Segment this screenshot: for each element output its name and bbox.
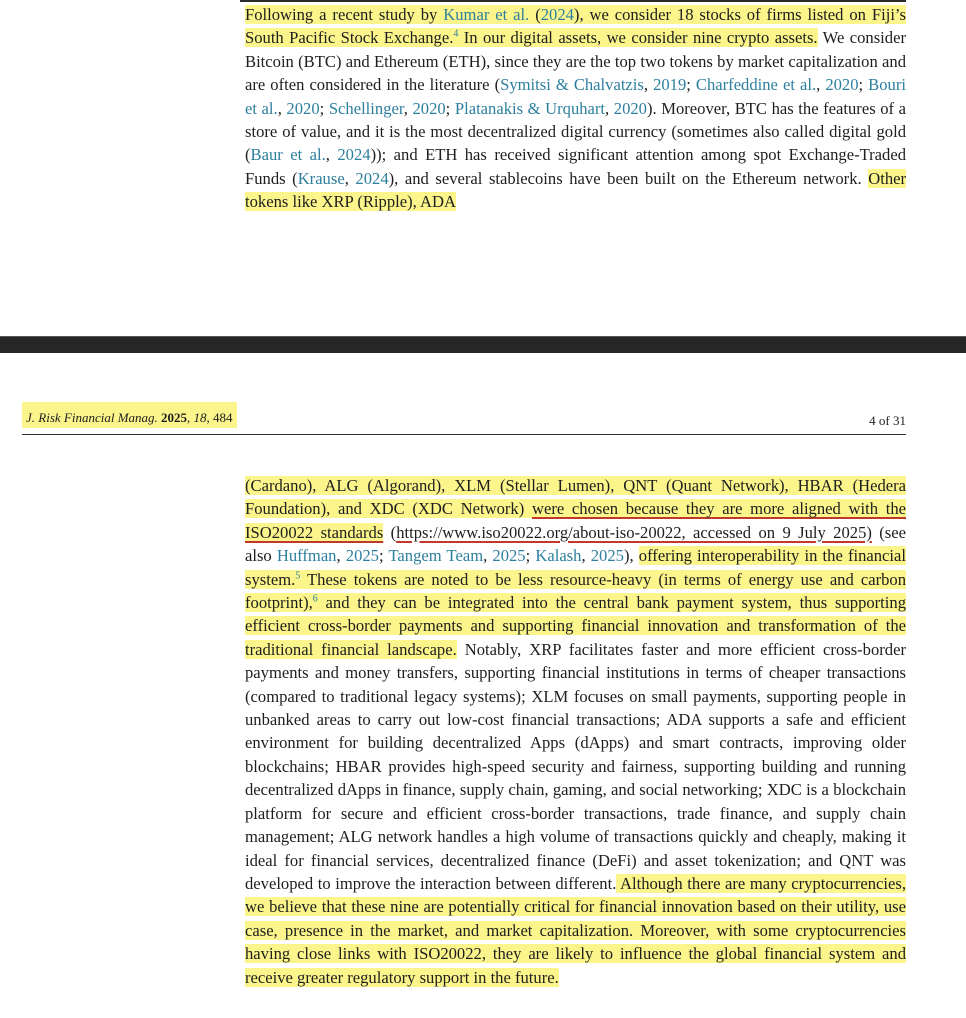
- page-number: 4 of 31: [869, 413, 906, 428]
- citation-link[interactable]: Kumar et al.: [443, 5, 530, 24]
- citation-link[interactable]: 2024: [355, 168, 389, 188]
- citation-link[interactable]: Krause: [297, 168, 345, 188]
- citation-link[interactable]: 2020: [412, 98, 446, 118]
- header-rule: [22, 434, 906, 435]
- citation-link[interactable]: Tangem Team: [388, 546, 484, 566]
- citation-link[interactable]: Platanakis & Urquhart: [454, 98, 606, 118]
- highlight: offering interoperability in the financial system.$^5$ These tokens are noted to be less resource-heavy (in terms of energy use and carbon footprint),$^6$ and they can be integrated into the central bank payment system, thus supporting efficient cross-border payments and supporting financial innovation and transformation of the traditional financial landscape.: [245, 546, 907, 659]
- citation-link[interactable]: 2020: [286, 98, 320, 118]
- url-link[interactable]: https://www.iso20022.org/about-iso-20022: [396, 522, 682, 542]
- red-underline-annotation: were chosen because they are more aligned with the ISO20022 standards: [245, 499, 907, 542]
- citation-link[interactable]: Kalash: [535, 546, 582, 566]
- citation-link[interactable]: Charfeddine et al.: [695, 75, 817, 95]
- highlight: Other tokens like XRP (Ripple), ADA: [245, 168, 907, 212]
- top-rule: [240, 0, 906, 2]
- citation-link[interactable]: 2020: [825, 75, 859, 95]
- highlight: (Cardano), ALG (Algorand), XLM (Stellar Lumen), QNT (Quant Network), HBAR (Hedera Foundation), and XDC (XDC Network) were chosen because they are more aligned with the ISO20022 standards: [245, 476, 907, 542]
- citation-link[interactable]: 2020: [613, 98, 647, 118]
- highlight: Following a recent study by Kumar et al. (2024), we consider 18 stocks of firms listed on Fiji’s South Pacific Stock Exchange.$^4$ In our digital assets, we consider nine crypto assets.: [245, 5, 906, 48]
- running-header: J. Risk Financial Manag. 2025, 18, 484: [22, 402, 237, 428]
- citation-link[interactable]: 2025: [492, 546, 526, 566]
- citation-link[interactable]: Huffman: [276, 546, 337, 566]
- footnote-marker[interactable]: 6: [312, 593, 318, 605]
- citation-link[interactable]: 2019: [653, 75, 687, 95]
- citation-link[interactable]: Baur et al.: [250, 145, 326, 165]
- page-divider: [0, 336, 966, 353]
- citation-link[interactable]: 2024: [540, 5, 574, 24]
- paragraph-1: Following a recent study by Kumar et al. (2024), we consider 18 stocks of firms listed on Fiji’s South Pacific Stock Exchange.$^4$ In our digital assets, we consider nine crypto assets. We consider Bitcoin (BTC) and Ethereum (ETH), since they are the top two tokens by market capitalization and are often considered in the literature (Symitsi & Chalvatzis, 2019; Charfeddine et al., 2020; Bouri et al., 2020; Schellinger, 2020; Platanakis & Urquhart, 2020). Moreover, BTC has the features of a store of value, and it is the most decentralized digital currency (sometimes also called digital gold (Baur et al., 2024)); and ETH has received significant attention among spot Exchange-Traded Funds (Krause, 2024), and several stablecoins have been built on the Ethereum network. Other tokens like XRP (Ripple), ADA: [245, 5, 907, 212]
- citation-link[interactable]: Schellinger: [328, 98, 404, 118]
- citation-link[interactable]: Bouri et al.: [245, 75, 906, 118]
- citation-link[interactable]: 2025: [345, 546, 379, 566]
- citation-link[interactable]: 2025: [590, 546, 624, 566]
- footnote-marker[interactable]: 5: [295, 570, 301, 582]
- footnote-marker[interactable]: 4: [453, 28, 459, 40]
- highlight: Although there are many cryptocurrencies, we believe that these nine are potentially critical for financial innovation based on their utility, use case, presence in the market, and market capitalization. Moreover, with some cryptocurrencies having close links with ISO20022, they are likely to influence the global financial system and receive greater regulatory support in the future.: [245, 873, 907, 987]
- citation-link[interactable]: Symitsi & Chalvatzis: [500, 75, 644, 95]
- citation-link[interactable]: 2024: [337, 145, 371, 165]
- paragraph-2: (Cardano), ALG (Algorand), XLM (Stellar Lumen), QNT (Quant Network), HBAR (Hedera Foundation), and XDC (XDC Network) were chosen because they are more aligned with the ISO20022 standards (https://www.iso20022.org/about-iso-20022, accessed on 9 July 2025) (see also Huffman, 2025; Tangem Team, 2025; Kalash, 2025), offering interoperability in the financial system.$^5$ These tokens are noted to be less resource-heavy (in terms of energy use and carbon footprint),$^6$ and they can be integrated into the central bank payment system, thus supporting efficient cross-border payments and supporting financial innovation and transformation of the traditional financial landscape. Notably, XRP facilitates faster and more efficient cross-border payments and money transfers, supporting financial institutions in terms of cheaper transactions (compared to traditional legacy systems); XLM focuses on small payments, supporting people in unbanked areas to carry out low-cost financial transactions; ADA supports a safe and efficient environment for building decentralized Apps (dApps) and smart contracts, improving older blockchains; HBAR provides high-speed security and fairness, supporting building and running decentralized dApps in finance, supply chain, gaming, and social networking; XDC is a blockchain platform for secure and efficient cross-border transactions, trade finance, and supply chain management; ALG network handles a high volume of transactions quickly and cheaply, making it ideal for financial services, decentralized finance (DeFi) and asset tokenization; and QNT was developed to improve the interaction between different. Although there are many cryptocurrencies, we believe that these nine are potentially critical for financial innovation based on their utility, use case, presence in the market, and market capitalization. Moreover, with some cryptocurrencies having close links with ISO20022, they are likely to influence the global financial system and receive greater regulatory support in the future.: [245, 476, 907, 987]
